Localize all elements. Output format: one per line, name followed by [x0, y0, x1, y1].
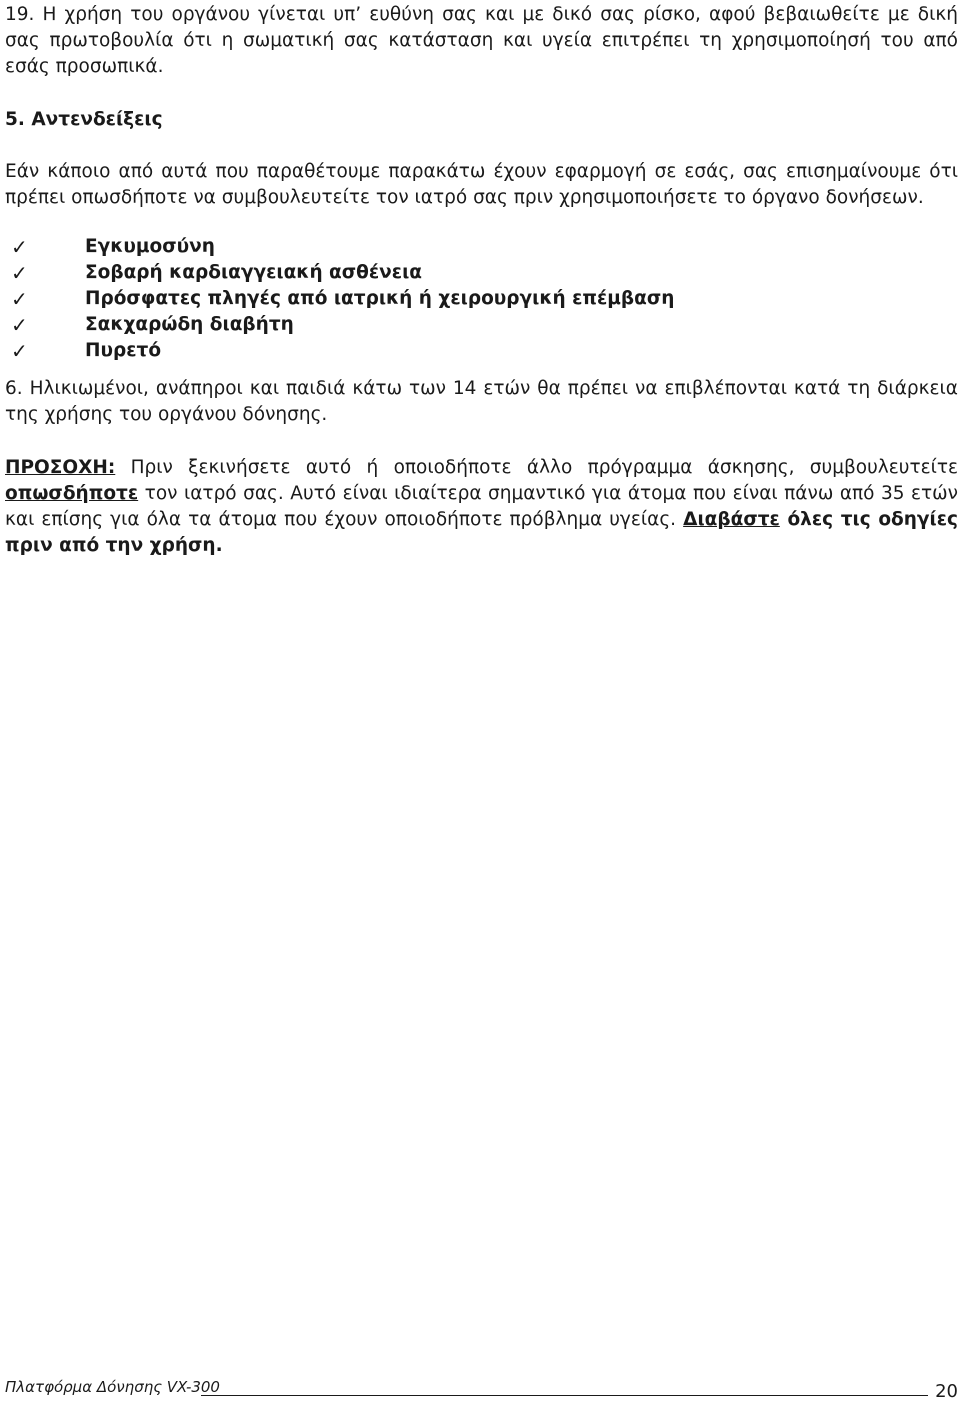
warning-read-all-rest: όλες τις οδηγίες πριν από την χρήση. [5, 509, 958, 556]
footer-rule [201, 1395, 928, 1396]
checkmark-icon: ✓ [11, 261, 28, 285]
contraindications-list [5, 234, 958, 364]
list-item [5, 286, 958, 312]
contraindications-intro: Εάν κάποιο από αυτά που παραθέτουμε παρακάτω έχουν εφαρμογή σε εσάς, σας επισημαίνουμε ότι πρέπει οπωσδήποτε να συμβουλευτείτε τον ιατρό σας πριν χρησιμοποιήσετε το όργανο δονήσεων. [5, 161, 958, 208]
page-footer [5, 1376, 958, 1402]
list-item-label: Πρόσφατες πληγές από ιατρική ή χειρουργική επέμβαση [85, 288, 675, 309]
warning-emphasis: οπωσδήποτε [5, 483, 139, 504]
warning-read-all-prefix: Διαβάστε [683, 509, 780, 530]
checkmark-icon: ✓ [11, 339, 28, 363]
checkmark-icon: ✓ [11, 287, 28, 311]
warning-text-before: Πριν ξεκινήσετε αυτό ή οποιοδήποτε άλλο πρόγραμμα άσκησης, συμβουλευτείτε [115, 457, 958, 478]
warning-label: ΠΡΟΣΟΧΗ: [5, 457, 116, 478]
warning-text-after: τον ιατρό σας. Αυτό είναι ιδιαίτερα σημαντικό για άτομα που είναι πάνω από 35 ετών και επίσης για όλα τα άτομα που έχουν οποιοδήποτε πρόβλημα υγείας. [5, 483, 958, 530]
list-item [5, 260, 958, 286]
list-item-label: Σοβαρή καρδιαγγειακή ασθένεια [85, 262, 422, 283]
checkmark-icon: ✓ [11, 235, 28, 259]
list-item-label: Σακχαρώδη διαβήτη [85, 314, 294, 335]
footer-page-number: 20 [935, 1381, 958, 1402]
section-5-heading: 5. Αντενδείξεις [5, 109, 163, 130]
item-6-paragraph: 6. Ηλικιωμένοι, ανάπηροι και παιδιά κάτω των 14 ετών θα πρέπει να επιβλέπονται κατά τη διάρκεια της χρήσης του οργάνου δόνησης. [5, 378, 958, 425]
list-item [5, 338, 958, 364]
document-page [5, 0, 958, 559]
list-item [5, 312, 958, 338]
list-item [5, 234, 958, 260]
checkmark-icon: ✓ [11, 313, 28, 337]
list-item-label: Εγκυμοσύνη [85, 236, 215, 257]
warning-paragraph [5, 455, 958, 559]
list-item-label: Πυρετό [85, 340, 162, 361]
footer-product-title: Πλατφόρμα Δόνησης VX-300 [5, 1378, 220, 1396]
item-19-paragraph: 19. Η χρήση του οργάνου γίνεται υπ’ ευθύνη σας και με δικό σας ρίσκο, αφού βεβαιωθείτε με δική σας πρωτοβουλία ότι η σωματική σας κατάσταση και υγεία επιτρέπει τη χρησιμοποίησή του από εσάς προσωπικά. [5, 4, 958, 77]
